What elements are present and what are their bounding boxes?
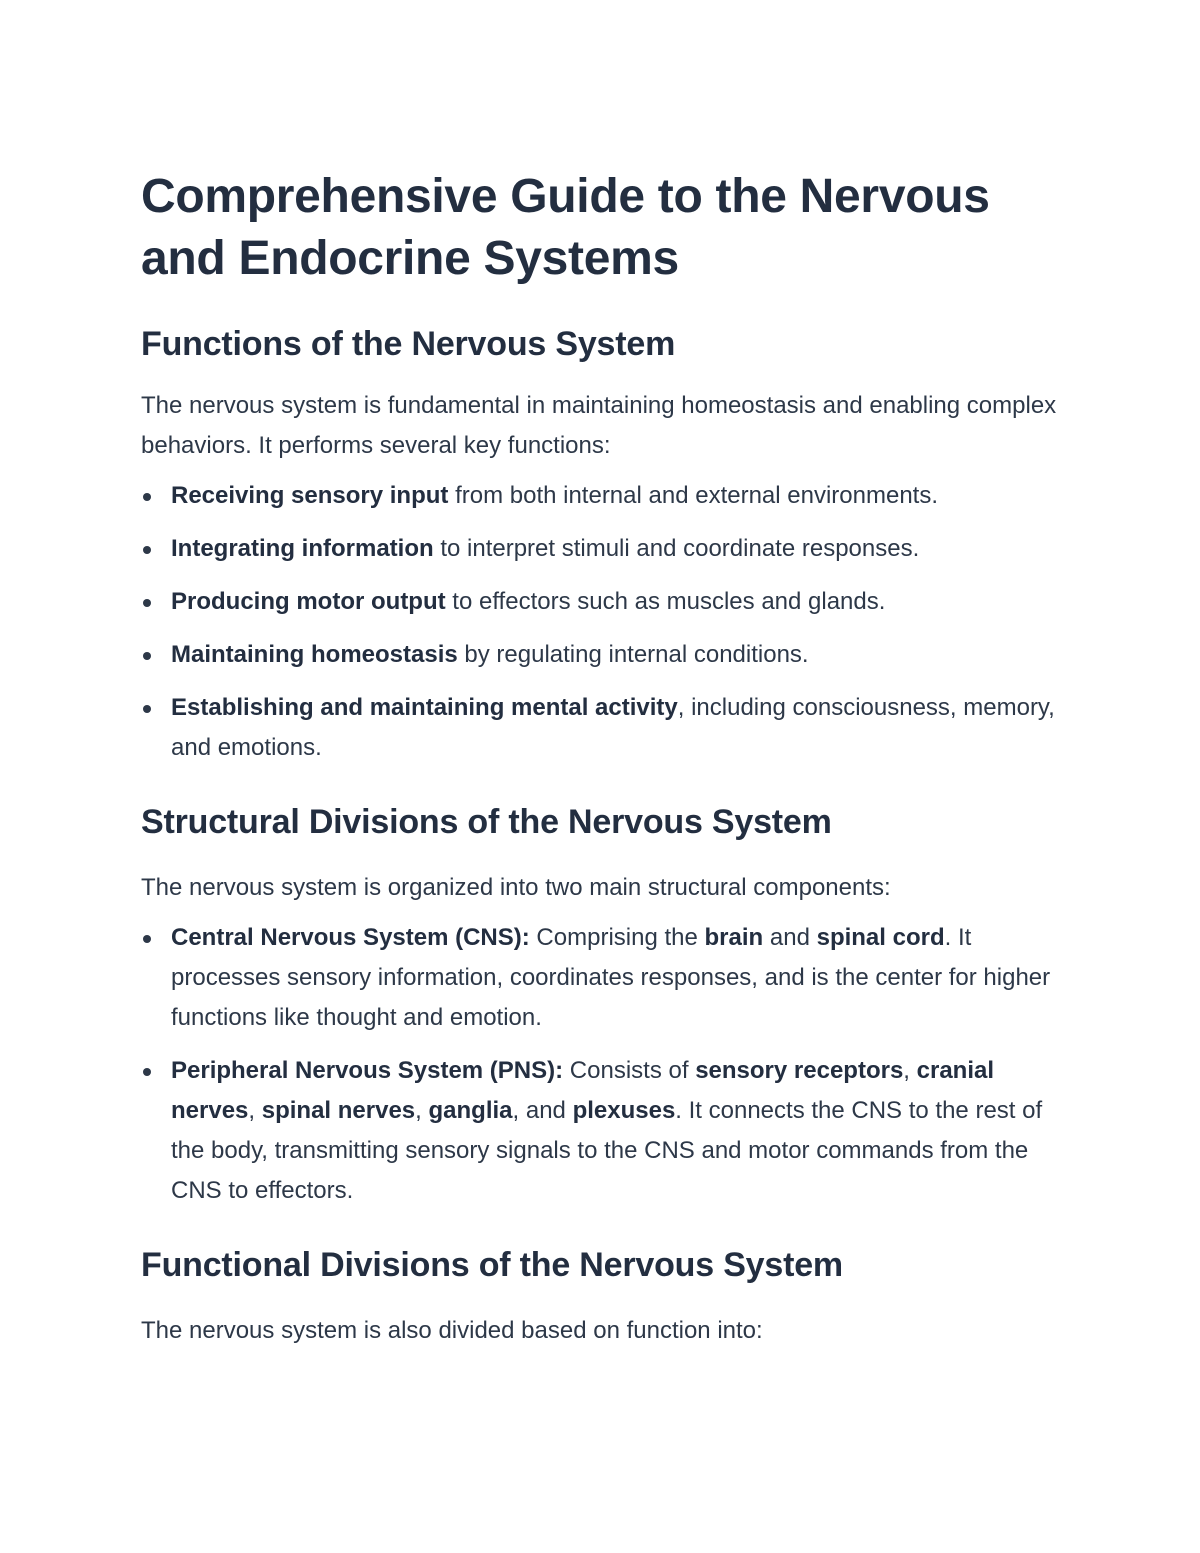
list-item: Establishing and maintaining mental activity, including consciousness, memory, and emotions. — [141, 688, 1066, 768]
list-item: Maintaining homeostasis by regulating internal conditions. — [141, 635, 1066, 675]
list-item: Integrating information to interpret stimuli and coordinate responses. — [141, 529, 1066, 569]
bullet-icon — [143, 705, 151, 713]
section-intro-functional: The nervous system is also divided based on function into: — [141, 1317, 763, 1344]
bullet-icon — [143, 935, 151, 943]
bullet-icon — [143, 1068, 151, 1076]
section-intro-functions: The nervous system is fundamental in maintaining homeostasis and enabling complex behaviors. It performs several key functions: — [141, 392, 1057, 459]
functions-list — [141, 476, 1066, 768]
section-heading-structural: Structural Divisions of the Nervous System — [141, 803, 832, 841]
structural-list — [141, 918, 1066, 1211]
page-title: Comprehensive Guide to the Nervous and Endocrine Systems — [141, 170, 990, 285]
bullet-icon — [143, 652, 151, 660]
list-item: Receiving sensory input from both internal and external environments. — [141, 476, 1066, 516]
section-heading-functions: Functions of the Nervous System — [141, 325, 676, 363]
list-item: Producing motor output to effectors such as muscles and glands. — [141, 582, 1066, 622]
bullet-icon — [143, 493, 151, 501]
section-heading-functional: Functional Divisions of the Nervous System — [141, 1246, 843, 1284]
document-page — [141, 166, 1066, 1351]
list-item-cns: Central Nervous System (CNS): Comprising the brain and spinal cord. It processes sensory information, coordinates responses, and is the center for higher functions like thought and emotion. — [141, 918, 1066, 1038]
section-intro-structural: The nervous system is organized into two main structural components: — [141, 874, 891, 901]
list-item-pns: Peripheral Nervous System (PNS): Consists of sensory receptors, cranial nerves, spinal nerves, ganglia, and plexuses. It connects the CNS to the rest of the body, transmitting sensory signals to the CNS and motor commands from the CNS to effectors. — [141, 1051, 1066, 1211]
bullet-icon — [143, 599, 151, 607]
bullet-icon — [143, 546, 151, 554]
